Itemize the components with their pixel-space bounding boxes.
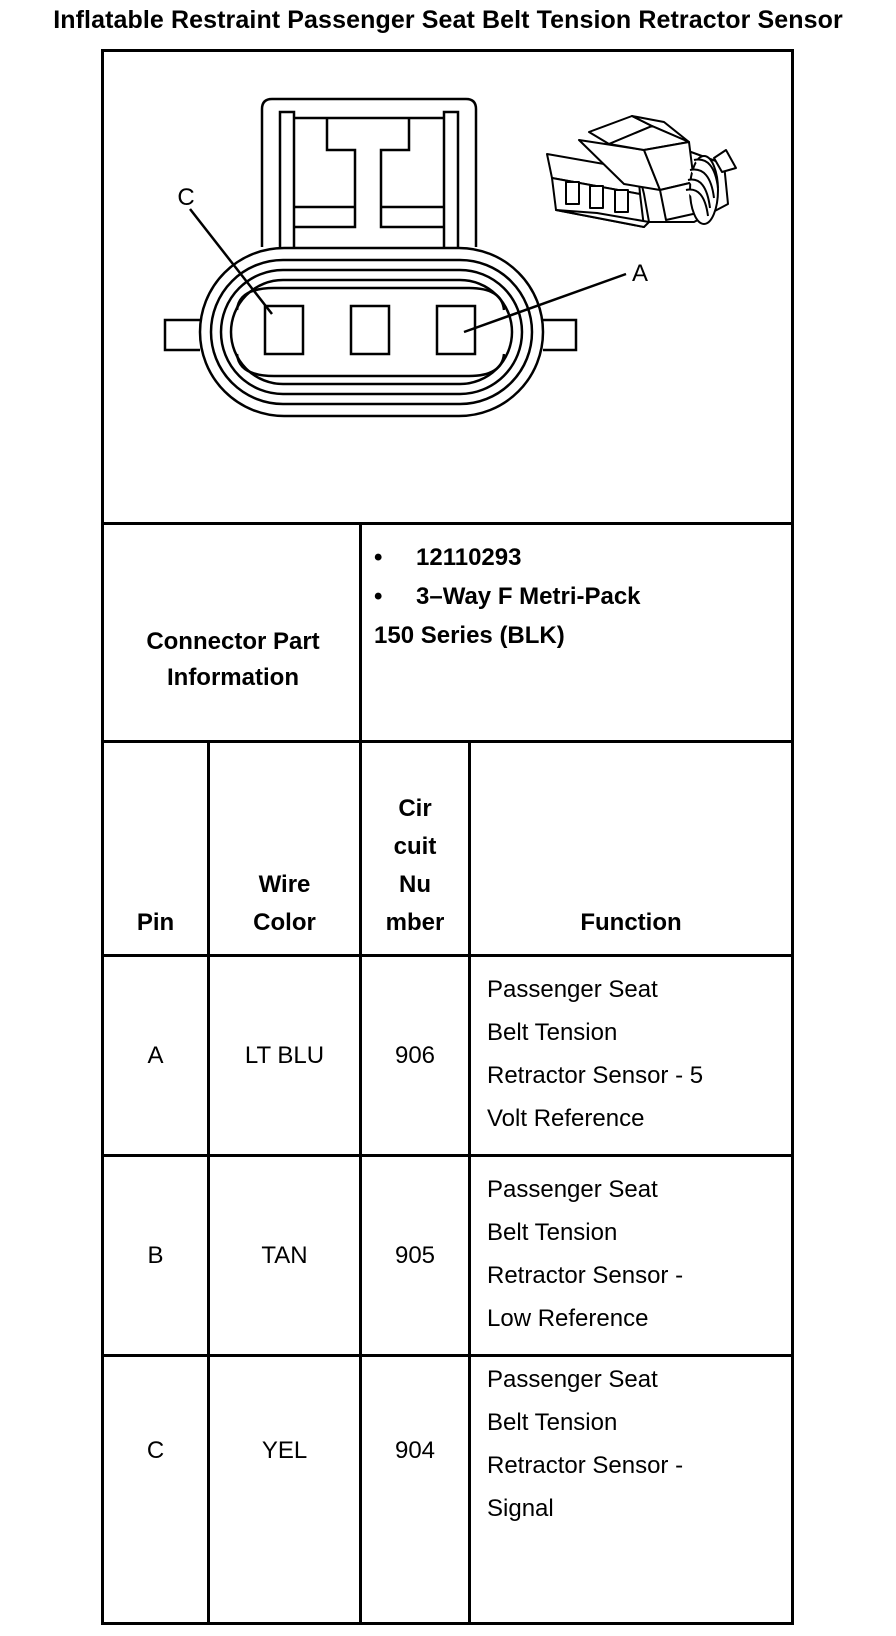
connector-part-info-values: • 12110293 • 3–Way F Metri-Pack 150 Series (BLK)	[374, 538, 794, 655]
row-c-pin: C	[146, 1437, 165, 1464]
header-circuit-line1: Cir	[398, 795, 432, 822]
header-wire-color	[210, 744, 359, 952]
row-b-function-line2: Belt Tension	[487, 1219, 618, 1246]
row-a-function-line4: Volt Reference	[487, 1105, 645, 1132]
connector-sheet	[101, 49, 794, 1625]
row-c-function-line3: Retractor Sensor -	[487, 1452, 684, 1479]
row-a-circuit: 906	[394, 1041, 436, 1069]
row-a-function-line3: Retractor Sensor - 5	[487, 1062, 704, 1089]
header-circuit-number	[362, 744, 468, 952]
left-tab	[165, 320, 200, 350]
row-c-function	[487, 1358, 787, 1530]
divider-info-vertical	[359, 522, 362, 740]
pin-cavity-b	[351, 306, 389, 354]
row-b-function-line1: Passenger Seat	[487, 1176, 658, 1203]
row-c-circuit: 904	[394, 1437, 436, 1464]
header-pin: Pin	[136, 909, 175, 936]
part-number: 12110293	[416, 544, 522, 571]
row-b-function-line4: Low Reference	[487, 1305, 649, 1332]
row-a-pin: A	[147, 1041, 164, 1069]
connector-label-line1: Connector Part	[146, 628, 320, 655]
part-description-line1: 3–Way F Metri-Pack	[416, 583, 641, 610]
divider-diagram	[104, 522, 791, 525]
connector-label-line2: Information	[166, 664, 299, 691]
row-b-pin: B	[147, 1241, 164, 1269]
row-c-function-line4: Signal	[487, 1495, 554, 1522]
header-wire-line1: Wire	[258, 871, 311, 898]
header-function: Function	[580, 909, 682, 936]
connector-face-diagram	[104, 52, 791, 548]
page-title: Inflatable Restraint Passenger Seat Belt Tension Retractor Sensor	[53, 6, 843, 34]
row-c-function-line2: Belt Tension	[487, 1409, 618, 1436]
row-b-function-line3: Retractor Sensor -	[487, 1262, 684, 1289]
right-tab	[543, 320, 576, 350]
connector-outer-shell	[200, 248, 543, 416]
part-description-line2: 150 Series (BLK)	[374, 622, 565, 649]
header-circuit-line3: Nu	[399, 871, 431, 898]
row-b-circuit: 905	[394, 1241, 436, 1269]
row-a-function	[487, 968, 787, 1140]
row-b-color: TAN	[261, 1241, 308, 1269]
header-circuit-line4: mber	[385, 909, 445, 936]
header-circuit-line2: cuit	[393, 833, 437, 860]
row-a-function-line1: Passenger Seat	[487, 976, 658, 1003]
callout-a-label: A	[631, 260, 649, 287]
row-c-color: YEL	[261, 1437, 308, 1464]
row-a-function-line2: Belt Tension	[487, 1019, 618, 1046]
row-a-color: LT BLU	[244, 1041, 325, 1069]
row-c-function-line1: Passenger Seat	[487, 1366, 658, 1393]
header-wire-line2: Color	[253, 909, 316, 936]
connector-isometric-view	[547, 116, 736, 227]
row-b-function	[487, 1168, 787, 1340]
callout-c-label: C	[177, 184, 195, 211]
connector-part-info-label	[104, 550, 362, 770]
